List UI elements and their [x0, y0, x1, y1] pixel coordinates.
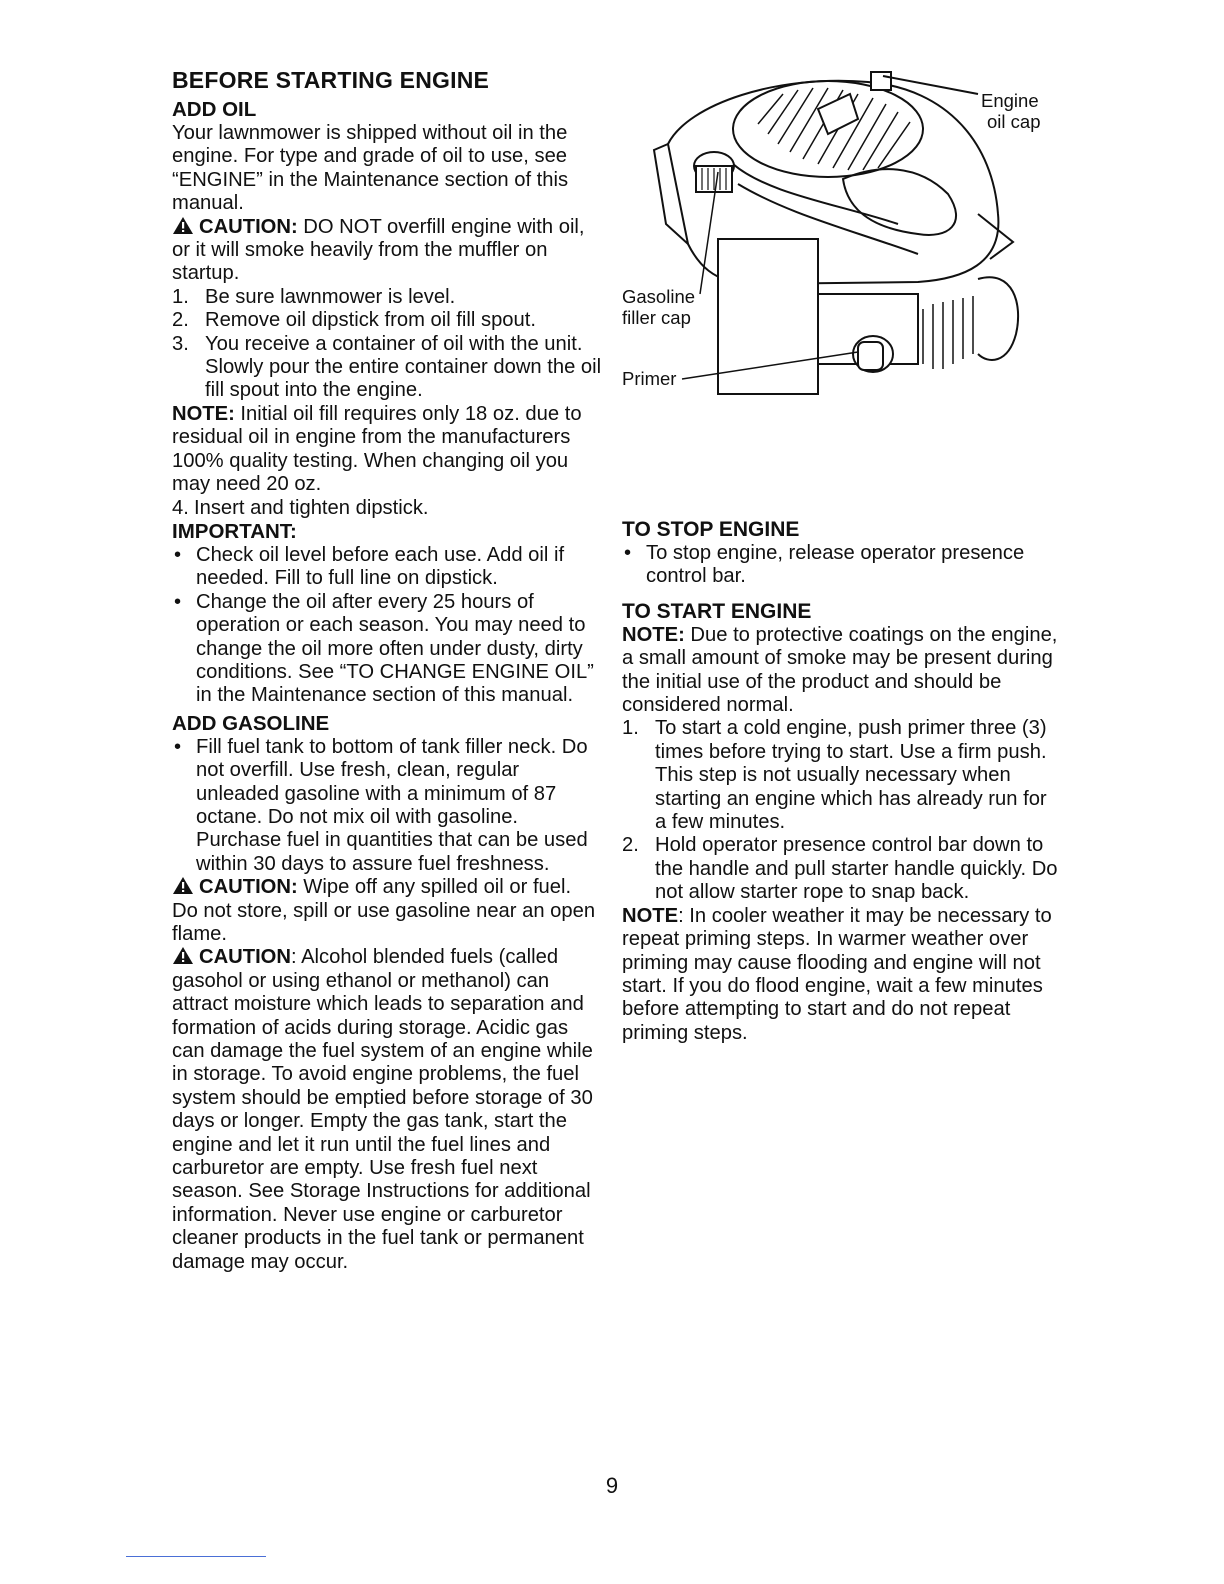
- caution-spill: [172, 876, 602, 946]
- page-number: 9: [605, 1473, 619, 1498]
- bullet-text: Check oil level before each use. Add oil if needed. Fill to full line on dipstick.: [196, 543, 565, 590]
- caution-text: DO NOT overfill engine with oil, or it will smoke heavily from the muffler on startup.: [172, 215, 585, 285]
- bullet-icon: •: [174, 543, 182, 566]
- list-item: [622, 717, 1062, 834]
- bullet-text: Fill fuel tank to bottom of tank filler neck. Do not overfill. Use fresh, clean, regular unleaded gasoline with a minimum of 87 octane. Do not mix oil with gasoline. Purchase fuel in quantities that can be used within 30 days to assure fuel freshness.: [196, 735, 588, 875]
- note-cold-weather: [622, 905, 1062, 1045]
- note-text: Due to protective coatings on the engine, a small amount of smoke may be present during the initial use of the product and should be considered normal.: [622, 623, 1058, 717]
- caution-label: CAUTION: [199, 946, 291, 969]
- bullet-icon: •: [174, 735, 182, 758]
- note-text: Initial oil fill requires only 18 oz. due to residual oil in engine from the manufacturers 100% quality testing. When changing oil you may need 20 oz.: [172, 402, 582, 496]
- list-item: [172, 736, 602, 876]
- list-item: [622, 542, 1062, 589]
- left-column: [172, 66, 602, 1274]
- label-line: oil cap: [987, 111, 1041, 132]
- list-item: [172, 544, 602, 591]
- subheading-add-gasoline: ADD GASOLINE: [172, 711, 330, 735]
- step-text: Remove oil dipstick from oil fill spout.: [205, 309, 536, 332]
- note-oil-fill: [172, 403, 602, 497]
- list-item: [172, 309, 602, 332]
- step-text: To start a cold engine, push primer three (3) times before trying to start. Use a firm push. This step is not usually necessary when starting an engine which has already run for a few minutes.: [655, 717, 1047, 834]
- heading-to-stop-engine: TO STOP ENGINE: [622, 518, 800, 541]
- caution-text: : Alcohol blended fuels (called gasohol or using ethanol or methanol) can attract moisture which leads to separation and formation of acids during storage. Acidic gas can damage the fuel system of an engine while in storage. To avoid engine problems, the fuel system should be emptied before storage of 30 days or longer. Empty the gas tank, start the engine and let it run until the fuel lines and carburetor are empty. Use fresh fuel next season. See Storage Instructions for additional information. Never use engine or carburetor cleaner products in the fuel tank or permanent damage may occur.: [172, 946, 593, 1273]
- list-item: [172, 497, 602, 520]
- label-gasoline-filler-cap: [622, 286, 695, 328]
- step-number: 2.: [622, 834, 639, 857]
- label-line: filler cap: [622, 307, 691, 328]
- subheading-add-oil: ADD OIL: [172, 98, 257, 121]
- list-item: [172, 286, 602, 309]
- list-item: [172, 591, 602, 708]
- label-line: Engine: [981, 90, 1039, 111]
- step-number: 4.: [172, 496, 189, 519]
- bullet-icon: •: [174, 590, 182, 613]
- step-number: 2.: [172, 309, 189, 332]
- warning-triangle-icon: [172, 216, 194, 235]
- label-engine-oil-cap: [981, 90, 1040, 132]
- caution-label: CAUTION:: [199, 876, 298, 899]
- list-item: [622, 834, 1062, 904]
- section-heading-before-starting: BEFORE STARTING ENGINE: [172, 67, 490, 93]
- step-number: 1.: [622, 717, 639, 740]
- bullet-text: Change the oil after every 25 hours of operation or each season. You may need to change the oil more often under dusty, dirty conditions. See “TO CHANGE ENGINE OIL” in the Maintenance section of this manual.: [196, 590, 594, 707]
- heading-to-start-engine: TO START ENGINE: [622, 599, 812, 623]
- step-text: Be sure lawnmower is level.: [205, 285, 456, 308]
- note-label: NOTE:: [622, 623, 685, 646]
- step-text: Insert and tighten dipstick.: [194, 496, 429, 519]
- warning-triangle-icon: [172, 946, 194, 965]
- label-primer: Primer: [622, 368, 677, 389]
- bullet-icon: •: [624, 542, 632, 564]
- step-number: 1.: [172, 285, 189, 308]
- note-protective-coating: [622, 624, 1062, 718]
- note-text: : In cooler weather it may be necessary to repeat priming steps. In warmer weather over priming may cause flooding and engine will not start. If you do flood engine, wait a few minutes before attempting to start and do not repeat priming steps.: [622, 904, 1052, 1044]
- engine-illustration: [618, 64, 1058, 409]
- step-text: You receive a container of oil with the unit. Slowly pour the entire container down the oil fill spout into the engine.: [205, 332, 602, 402]
- important-label: IMPORTANT:: [172, 519, 297, 543]
- bullet-text: To stop engine, release operator presence control bar.: [646, 542, 1025, 588]
- caution-label: CAUTION:: [199, 215, 298, 238]
- list-item: [172, 333, 602, 403]
- footer-divider: [126, 1556, 266, 1557]
- label-line: Gasoline: [622, 286, 696, 307]
- note-label: NOTE: [622, 904, 679, 927]
- add-oil-intro: Your lawnmower is shipped without oil in the engine. For type and grade of oil to use, see “ENGINE” in the Maintenance section of this manual.: [172, 122, 569, 215]
- caution-alcohol: [172, 946, 602, 1274]
- note-label: NOTE:: [172, 402, 235, 425]
- step-number: 3.: [172, 332, 189, 355]
- right-column: [622, 515, 1062, 1045]
- caution-overfill: [172, 216, 602, 286]
- caution-text: Wipe off any spilled oil or fuel. Do not store, spill or use gasoline near an open flame.: [172, 876, 596, 945]
- step-text: Hold operator presence control bar down to the handle and pull starter handle quickly. Do not allow starter rope to snap back.: [655, 834, 1058, 904]
- warning-triangle-icon: [172, 876, 194, 895]
